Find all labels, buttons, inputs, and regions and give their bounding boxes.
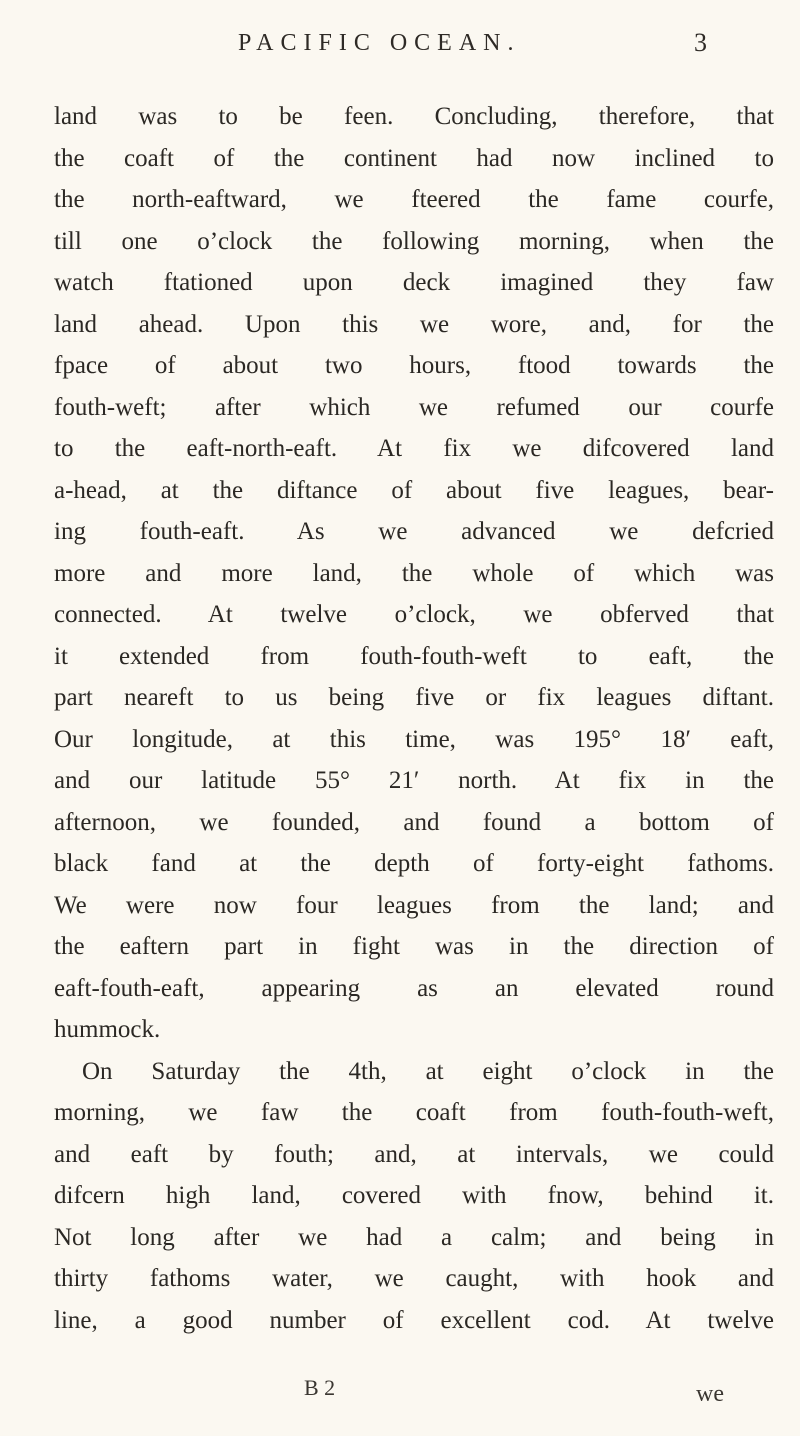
text-line: hummock. (54, 1016, 161, 1043)
page-number: 3 (694, 28, 707, 57)
text-line: fouth-weft; after which we refumed our courfe (54, 393, 774, 421)
text-line: watch ftationed upon deck imagined they faw (54, 269, 774, 296)
text-line: land ahead. Upon this we wore, and, for the (54, 310, 774, 338)
text-line: black fand at the depth of forty-eight fathoms. (54, 850, 774, 877)
catchword: we (696, 1381, 724, 1407)
text-line: fpace of about two hours, ftood towards the (54, 352, 774, 379)
text-line: part neareft to us being five or fix leagues diftant. (54, 684, 774, 711)
text-line: morning, we faw the coaft from fouth-fouth-weft, (54, 1099, 774, 1126)
text-line: On Saturday the 4th, at eight o’clock in the (82, 1057, 774, 1085)
text-line: it extended from fouth-fouth-weft to eaft, the (54, 642, 774, 670)
text-line: to the eaft-north-eaft. At fix we difcovered land (54, 435, 774, 462)
text-line: till one o’clock the following morning, when the (54, 227, 774, 255)
text-line: difcern high land, covered with fnow, behind it. (54, 1182, 774, 1209)
text-line: Not long after we had a calm; and being in (54, 1223, 774, 1251)
text-line: and eaft by fouth; and, at intervals, we could (54, 1140, 774, 1168)
text-line: connected. At twelve o’clock, we obferved that (54, 601, 774, 628)
text-line: the north-eaftward, we fteered the fame courfe, (54, 186, 774, 213)
text-line: land was to be feen. Concluding, therefore, that (54, 103, 774, 130)
text-line: ing fouth-eaft. As we advanced we defcried (54, 518, 774, 545)
text-line: a-head, at the diftance of about five leagues, bear- (54, 476, 774, 504)
text-line: and our latitude 55° 21′ north. At fix in the (54, 767, 774, 794)
text-line: the eaftern part in fight was in the direction of (54, 933, 774, 960)
body-text (54, 96, 774, 1341)
running-head: PACIFIC OCEAN. (238, 30, 521, 56)
text-line: eaft-fouth-eaft, appearing as an elevated round (54, 974, 774, 1002)
text-line: line, a good number of excellent cod. At twelve (54, 1306, 774, 1334)
text-line: the coaft of the continent had now inclined to (54, 144, 774, 172)
text-line: more and more land, the whole of which was (54, 559, 774, 587)
text-line: thirty fathoms water, we caught, with hook and (54, 1265, 774, 1292)
text-line: Our longitude, at this time, was 195° 18′ eaft, (54, 725, 774, 753)
text-line: afternoon, we founded, and found a bottom of (54, 808, 774, 836)
signature-mark: B 2 (304, 1375, 336, 1400)
text-line: We were now four leagues from the land; and (54, 891, 774, 919)
